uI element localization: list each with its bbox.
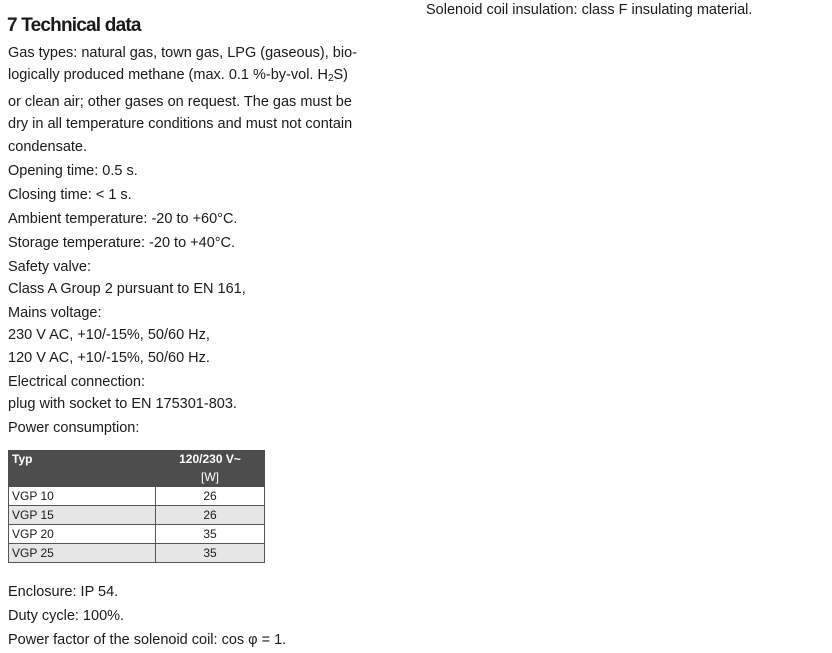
ambient-temperature: Ambient temperature: -20 to +60°C. (8, 210, 238, 227)
row-type: VGP 25 (9, 543, 156, 562)
coil-insulation: Solenoid coil insulation: class F insulating material. (426, 2, 753, 18)
electrical-connection-label: Electrical connection: (8, 373, 146, 390)
right-column (426, 1, 826, 20)
row-watts: 26 (156, 505, 265, 524)
header-type: Typ (9, 450, 156, 468)
electrical-connection-value: plug with socket to EN 175301-803. (8, 396, 237, 413)
table-row (9, 524, 265, 543)
technical-data-column (8, 14, 408, 653)
power-factor: Power factor of the solenoid coil: cos φ = 1. (8, 631, 287, 648)
safety-valve-value: Class A Group 2 pursuant to EN 161, (8, 281, 246, 298)
row-watts: 26 (156, 486, 265, 505)
row-watts: 35 (156, 543, 265, 562)
row-type: VGP 10 (9, 486, 156, 505)
section-title: 7 Technical data (7, 15, 141, 36)
storage-temperature: Storage temperature: -20 to +40°C. (8, 234, 236, 251)
row-watts: 35 (156, 524, 265, 543)
gas-types-line-3: or clean air; other gases on request. The gas must be (8, 93, 352, 110)
gas-types-line-4: dry in all temperature conditions and must not contain (8, 116, 353, 133)
header-type-blank (9, 468, 156, 486)
row-type: VGP 15 (9, 505, 156, 524)
gas-types-line-2 (8, 64, 408, 90)
table-row (9, 505, 265, 524)
closing-time: Closing time: < 1 s. (8, 186, 132, 203)
gas-types-line-2-end: S) (333, 67, 349, 84)
opening-time: Opening time: 0.5 s. (8, 162, 138, 179)
gas-types-line-2-text: logically produced methane (max. 0.1 %-by-vol. H (8, 67, 328, 84)
row-type: VGP 20 (9, 524, 156, 543)
duty-cycle: Duty cycle: 100%. (8, 607, 125, 624)
h2s-subscript: 2 (327, 73, 334, 85)
mains-voltage-120: 120 V AC, +10/-15%, 50/60 Hz. (8, 349, 210, 366)
mains-voltage-label: Mains voltage: (8, 305, 102, 322)
power-consumption-table (8, 450, 265, 563)
table-row (9, 543, 265, 562)
enclosure: Enclosure: IP 54. (8, 583, 119, 600)
header-power: 120/230 V~ (156, 450, 265, 468)
table-row (9, 486, 265, 505)
power-consumption-label: Power consumption: (8, 420, 140, 437)
mains-voltage-230: 230 V AC, +10/-15%, 50/60 Hz, (8, 327, 210, 344)
header-unit: [W] (156, 468, 265, 486)
gas-types-paragraph (8, 42, 408, 158)
table-header-row (9, 450, 265, 468)
table-header-unit-row (9, 468, 265, 486)
safety-valve-label: Safety valve: (8, 258, 92, 275)
gas-types-line-1: Gas types: natural gas, town gas, LPG (gaseous), bio- (8, 45, 357, 61)
gas-types-line-5: condensate. (8, 138, 88, 155)
